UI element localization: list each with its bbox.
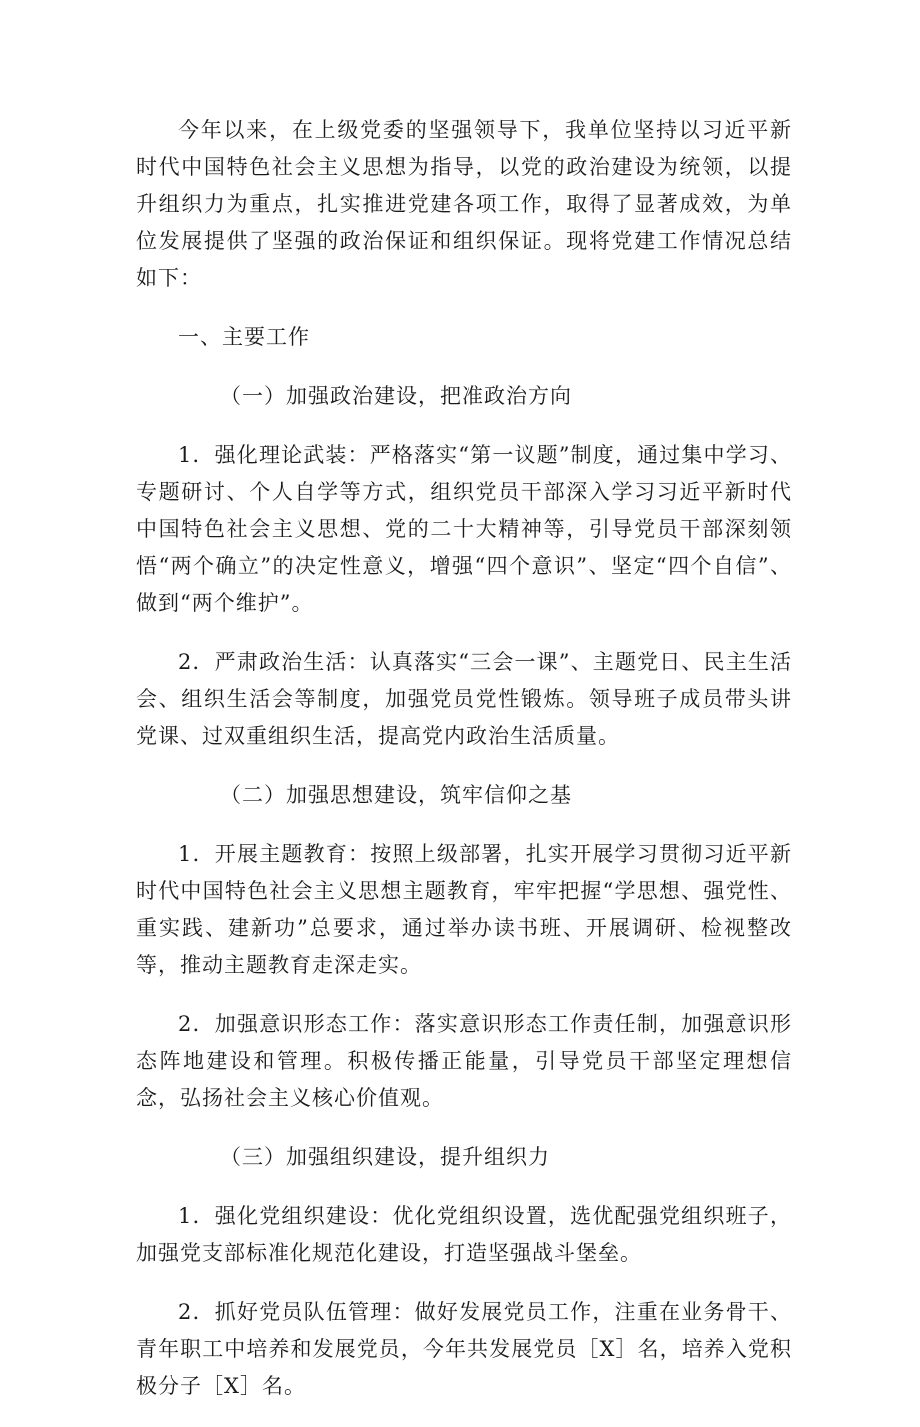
intro-paragraph: 今年以来，在上级党委的坚强领导下，我单位坚持以习近平新时代中国特色社会主义思想为指导，以党的政治建设为统领，以提升组织力为重点，扎实推进党建各项工作，取得了显著成效，为单位发展提供了坚强的政治保证和组织保证。现将党建工作情况总结如下： (136, 118, 792, 290)
document-body (136, 112, 792, 1427)
organizational-item-members: 2．抓好党员队伍管理：做好发展党员工作，注重在业务骨干、青年职工中培养和发展党员，今年共发展党员［X］名，培养入党积极分子［X］名。 (136, 1300, 792, 1398)
political-item-life: 2．严肃政治生活：认真落实“三会一课”、主题党日、民主生活会、组织生活会等制度，加强党员党性锻炼。领导班子成员带头讲党课、过双重组织生活，提高党内政治生活质量。 (136, 650, 792, 748)
ideological-item-education: 1．开展主题教育：按照上级部署，扎实开展学习贯彻习近平新时代中国特色社会主义思想主题教育，牢牢把握“学思想、强党性、重实践、建新功”总要求，通过举办读书班、开展调研、检视整改等，推动主题教育走深走实。 (136, 842, 792, 977)
subsection-heading-ideological: （二）加强思想建设，筑牢信仰之基 (220, 783, 572, 807)
section-heading-main-work: 一、主要工作 (178, 325, 310, 349)
organizational-item-party-org: 1．强化党组织建设：优化党组织设置，选优配强党组织班子，加强党支部标准化规范化建设，打造坚强战斗堡垒。 (136, 1204, 792, 1265)
ideological-item-ideology: 2．加强意识形态工作：落实意识形态工作责任制，加强意识形态阵地建设和管理。积极传播正能量，引导党员干部坚定理想信念，弘扬社会主义核心价值观。 (136, 1012, 792, 1110)
political-item-theory: 1．强化理论武装：严格落实“第一议题”制度，通过集中学习、专题研讨、个人自学等方式，组织党员干部深入学习习近平新时代中国特色社会主义思想、党的二十大精神等，引导党员干部深刻领悟“两个确立”的决定性意义，增强“四个意识”、坚定“四个自信”、做到“两个维护”。 (136, 443, 792, 615)
subsection-heading-organizational: （三）加强组织建设，提升组织力 (220, 1145, 550, 1169)
subsection-heading-political: （一）加强政治建设，把准政治方向 (220, 384, 572, 408)
